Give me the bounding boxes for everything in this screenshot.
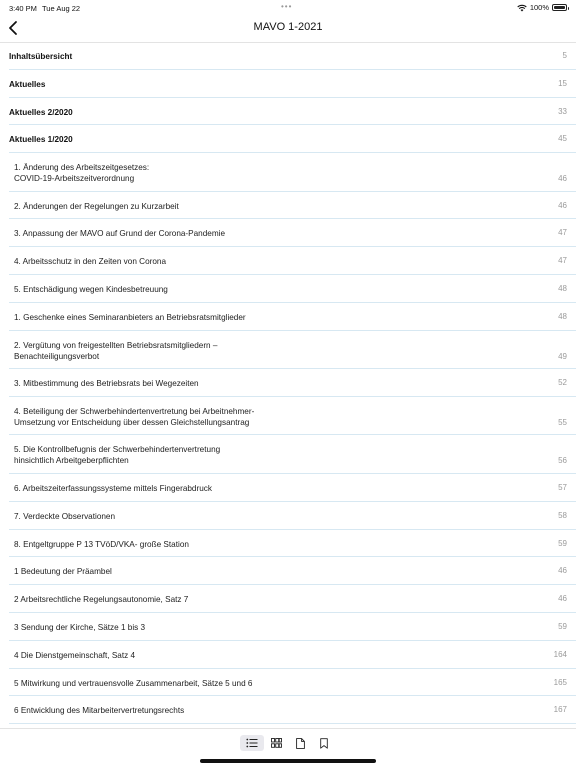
toc-page-number: 59 — [558, 538, 567, 548]
toc-row[interactable] — [9, 397, 576, 436]
toc-row[interactable] — [9, 247, 576, 275]
toc-row[interactable] — [9, 369, 576, 397]
toc-label: 1 Bedeutung der Präambel — [14, 567, 112, 577]
list-view-button[interactable] — [240, 735, 264, 751]
toc-page-number: 46 — [558, 200, 567, 210]
toc-label: 3 Sendung der Kirche, Sätze 1 bis 3 — [14, 622, 146, 632]
toc-label: 2 Arbeitsrechtliche Regelungsautonomie, Satz 7 — [14, 595, 189, 605]
toc-page-number: 57 — [558, 482, 567, 492]
toc-label: Aktuelles 2/2020 — [9, 107, 73, 117]
status-date: Tue Aug 22 — [42, 4, 81, 13]
grid-icon — [271, 738, 282, 748]
bookmarks-button[interactable] — [312, 735, 336, 751]
toc-row[interactable] — [9, 153, 576, 192]
document-view-button[interactable] — [288, 735, 312, 751]
toc-row[interactable] — [9, 303, 576, 331]
view-mode-segmented-control — [240, 735, 336, 751]
status-bar — [0, 0, 576, 14]
toc-row[interactable] — [9, 275, 576, 303]
status-time: 3:40 PM — [9, 4, 37, 13]
toc-page-number: 52 — [558, 378, 567, 388]
toc-label: 7. Verdeckte Observationen — [14, 511, 116, 521]
toc-row[interactable] — [9, 641, 576, 669]
toc-page-number: 55 — [558, 417, 567, 427]
toc-row[interactable] — [9, 502, 576, 530]
toc-page-number: 45 — [558, 134, 567, 144]
toc-page-number: 165 — [553, 677, 567, 687]
toc-page-number: 49 — [558, 351, 567, 361]
toc-row[interactable] — [9, 669, 576, 697]
toc-row[interactable] — [9, 613, 576, 641]
status-right — [517, 3, 567, 12]
toc-page-number: 164 — [553, 649, 567, 659]
toc-row[interactable] — [9, 98, 576, 126]
toc-label: Aktuelles — [9, 79, 46, 89]
battery-icon — [552, 4, 567, 11]
toc-page-number: 59 — [558, 621, 567, 631]
grid-view-button[interactable] — [264, 735, 288, 751]
toc-label: 3. Anpassung der MAVO auf Grund der Corona-Pandemie — [14, 229, 226, 239]
home-indicator[interactable] — [200, 759, 376, 763]
toc-label: 4. Arbeitsschutz in den Zeiten von Corona — [14, 257, 167, 267]
toc-row[interactable] — [9, 125, 576, 153]
toc-page-number: 33 — [558, 106, 567, 116]
toc-page-number: 56 — [558, 456, 567, 466]
toc-row[interactable] — [9, 42, 576, 70]
toc-label: 6. Arbeitszeiterfassungssysteme mittels Fingerabdruck — [14, 483, 212, 493]
toc-page-number: 15 — [558, 78, 567, 88]
toc-label: 2. Vergütung von freigestellten Betriebsratsmitgliedern – Benachteiligungsverbot — [14, 340, 218, 361]
toc-page-number: 58 — [558, 510, 567, 520]
list-icon — [246, 738, 258, 748]
table-of-contents — [0, 42, 576, 724]
multitasking-dots[interactable]: ••• — [281, 2, 293, 11]
toc-label: 2. Änderungen der Regelungen zu Kurzarbeit — [14, 201, 179, 211]
toc-page-number: 48 — [558, 311, 567, 321]
toc-label: 1. Geschenke eines Seminaranbieters an Betriebsratsmitglieder — [14, 312, 246, 322]
toc-page-number: 46 — [558, 594, 567, 604]
toc-page-number: 47 — [558, 228, 567, 238]
toc-label: 8. Entgeltgruppe P 13 TVöD/VKA- große Station — [14, 539, 189, 549]
toc-label: 4 Die Dienstgemeinschaft, Satz 4 — [14, 650, 136, 660]
toc-row[interactable] — [9, 474, 576, 502]
toc-label: Inhaltsübersicht — [9, 52, 73, 61]
toc-page-number: 5 — [562, 51, 567, 60]
toc-label: 1. Änderung des Arbeitszeitgesetzes: COVID-19-Arbeitszeitverordnung — [14, 163, 150, 184]
toc-page-number: 48 — [558, 284, 567, 294]
battery-percent: 100% — [529, 3, 549, 12]
navigation-bar — [0, 14, 576, 43]
toc-row[interactable] — [9, 696, 576, 724]
toc-label: 3. Mitbestimmung des Betriebsrats bei Wegezeiten — [14, 379, 199, 389]
page-title: MAVO 1-2021 — [253, 21, 323, 33]
toc-page-number: 46 — [558, 174, 567, 184]
toc-label: 4. Beteiligung der Schwerbehindertenvertretung bei Arbeitnehmer- Umsetzung vor Entscheidung über dessen Gleichstellungsantrag — [14, 406, 255, 427]
toc-row[interactable] — [9, 530, 576, 558]
toc-label: Aktuelles 1/2020 — [9, 135, 73, 145]
toc-row[interactable] — [9, 219, 576, 247]
toc-row[interactable] — [9, 435, 576, 474]
toc-row[interactable] — [9, 585, 576, 613]
toc-page-number: 167 — [553, 705, 567, 715]
document-icon — [296, 738, 305, 749]
toc-page-number: 47 — [558, 256, 567, 266]
toc-row[interactable] — [9, 557, 576, 585]
toc-label: 6 Entwicklung des Mitarbeitervertretungsrechts — [14, 706, 185, 716]
toc-label: 5. Die Kontrollbefugnis der Schwerbehindertenvertretung hinsichtlich Arbeitgeberpflichten — [14, 445, 221, 466]
toc-row[interactable] — [9, 70, 576, 98]
toc-row[interactable] — [9, 331, 576, 370]
bookmark-icon — [320, 738, 328, 749]
toc-label: 5. Entschädigung wegen Kindesbetreuung — [14, 285, 168, 295]
toc-label: 5 Mitwirkung und vertrauensvolle Zusammenarbeit, Sätze 5 und 6 — [14, 678, 253, 688]
toc-row[interactable] — [9, 192, 576, 220]
wifi-icon — [517, 4, 527, 12]
toc-page-number: 46 — [558, 566, 567, 576]
